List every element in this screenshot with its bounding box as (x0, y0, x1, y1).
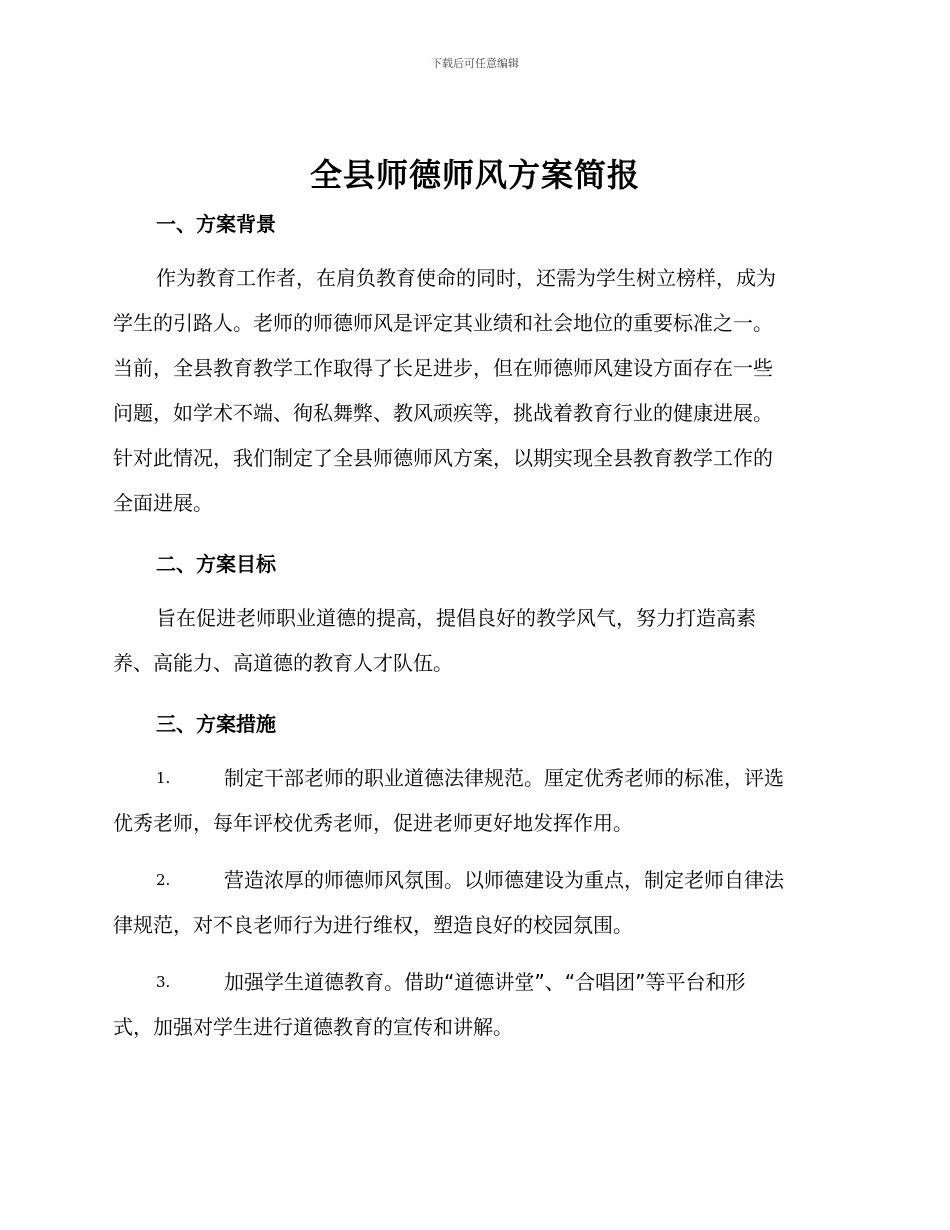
measure-text: 加强学生道德教育。借助“道德讲堂”、“合唱团”等平台和形 (224, 970, 746, 994)
document-title: 全县师德师风方案简报 (309, 156, 640, 194)
paragraph-line: 针对此情况，我们制定了全县师德师风方案，以期实现全县教育教学工作的 (113, 446, 773, 470)
paragraph-line: 问题，如学术不端、徇私舞弊、教风顽疾等，挑战着教育行业的健康进展。 (113, 401, 773, 425)
measure-item (113, 960, 833, 1050)
paragraph-line: 当前，全县教育教学工作取得了长足进步，但在师德师风建设方面存在一些 (113, 356, 773, 380)
list-number: 1. (156, 769, 171, 787)
paragraph-goals (113, 596, 833, 686)
section-heading-background: 一、方案背景 (156, 212, 276, 236)
paragraph-line: 养、高能力、高道德的教育人才队伍。 (113, 651, 453, 675)
measure-text: 营造浓厚的师德师风氛围。以师德建设为重点，制定老师自律法 (224, 868, 784, 892)
measure-text: 制定干部老师的职业道德法律规范。厘定优秀老师的标准，评选 (224, 766, 784, 790)
measure-text: 优秀老师，每年评校优秀老师，促进老师更好地发挥作用。 (113, 811, 633, 835)
list-number: 3. (156, 973, 171, 991)
paragraph-line: 全面进展。 (113, 491, 213, 515)
measure-item (113, 756, 833, 846)
section-heading-goals: 二、方案目标 (156, 552, 276, 576)
header-note: 下载后可任意编辑 (431, 57, 519, 70)
measure-item (113, 858, 833, 948)
paragraph-background (113, 256, 833, 526)
paragraph-line: 学生的引路人。老师的师德师风是评定其业绩和社会地位的重要标准之一。 (113, 311, 773, 335)
paragraph-line: 作为教育工作者，在肩负教育使命的同时，还需为学生树立榜样，成为 (156, 266, 776, 290)
list-number: 2. (156, 871, 171, 889)
measure-text: 式，加强对学生进行道德教育的宣传和讲解。 (113, 1015, 513, 1039)
paragraph-line: 旨在促进老师职业道德的提高，提倡良好的教学风气，努力打造高素 (156, 606, 756, 630)
measure-text: 律规范，对不良老师行为进行维权，塑造良好的校园氛围。 (113, 913, 633, 937)
section-heading-measures: 三、方案措施 (156, 712, 276, 736)
